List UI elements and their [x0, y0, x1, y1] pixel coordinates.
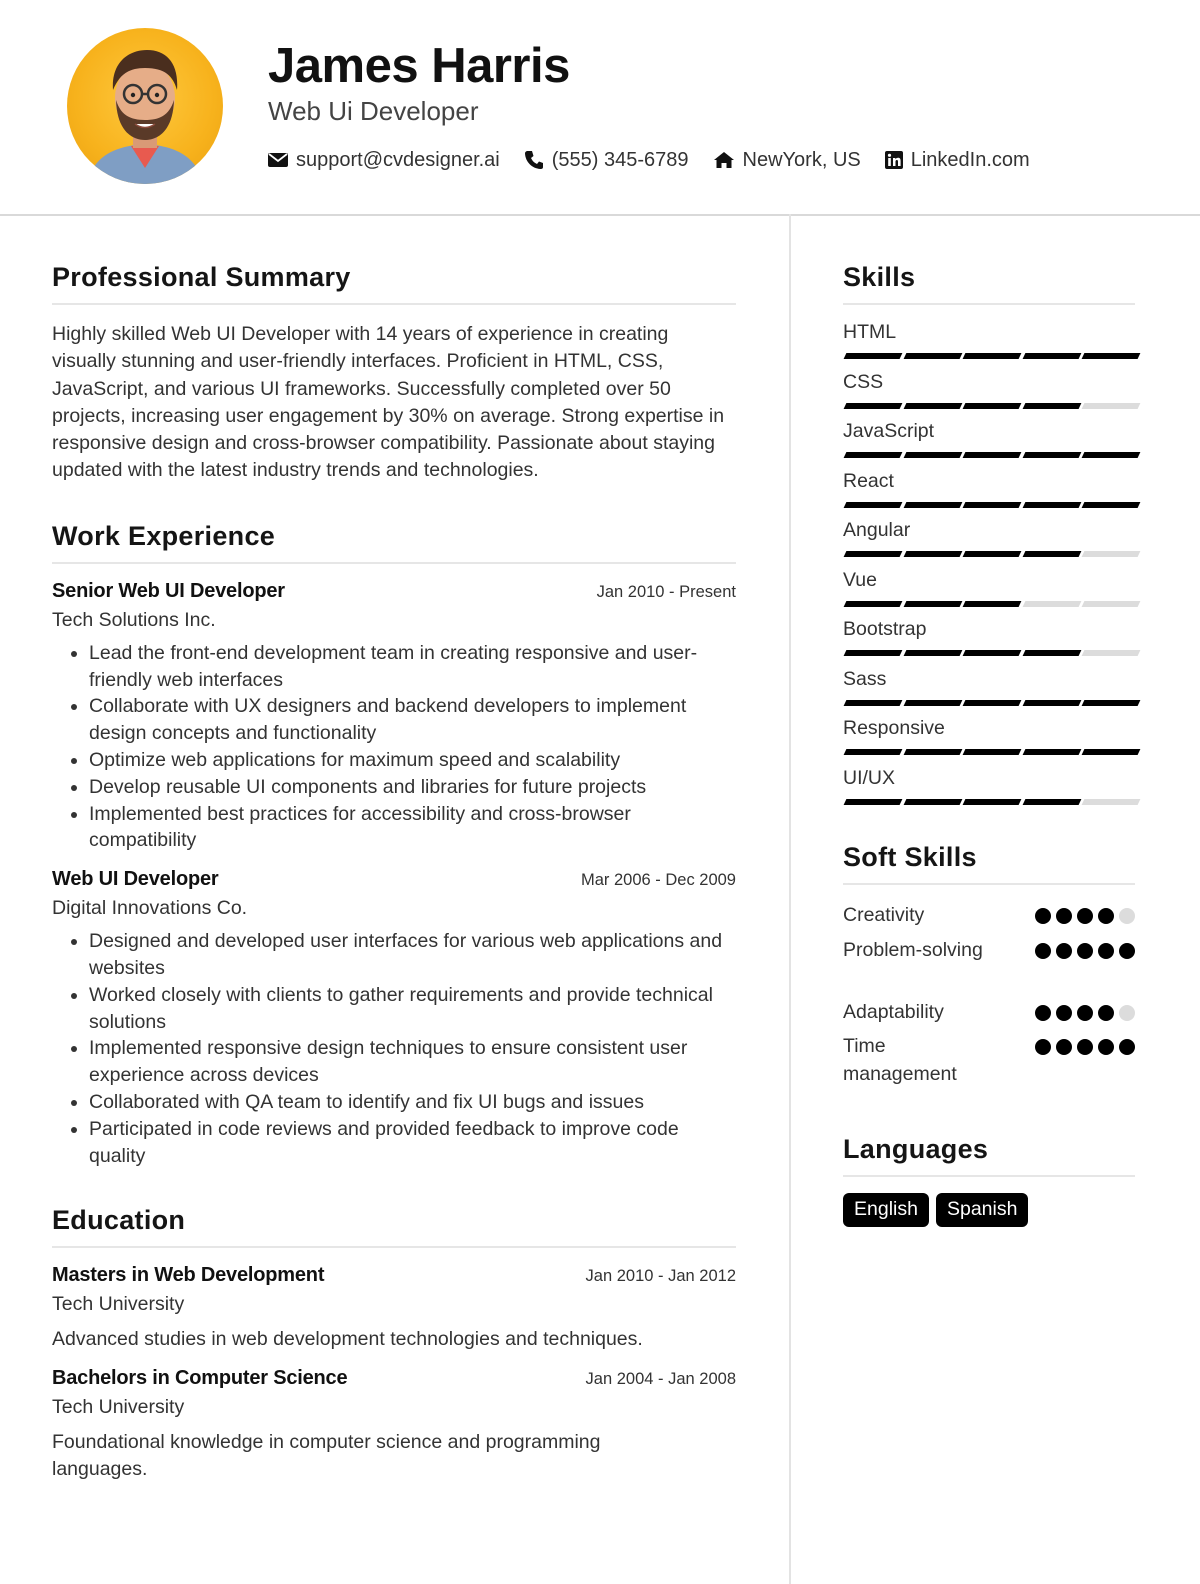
job-bullet: • Lead the front-end development team in creating responsive and user-friendly web interfaces — [89, 640, 736, 694]
linkedin-icon — [885, 151, 903, 169]
job-entry — [52, 868, 736, 1169]
skill-level-segment — [963, 799, 1022, 805]
skill-item — [843, 767, 1135, 817]
home-icon — [713, 151, 735, 169]
skill-name: UI/UX — [843, 766, 896, 789]
rating-dot — [1119, 1005, 1135, 1021]
skill-item — [843, 470, 1135, 520]
skill-level-bar — [843, 601, 1135, 607]
skill-level-segment — [844, 749, 903, 755]
skill-level-segment — [1082, 700, 1141, 706]
skill-level-segment — [1022, 650, 1081, 656]
rating-dot — [1119, 943, 1135, 959]
skill-level-segment — [903, 551, 962, 557]
contact-email[interactable] — [268, 149, 500, 172]
skill-level-segment — [1022, 551, 1081, 557]
soft-skill-rating — [1035, 908, 1135, 924]
skill-level-segment — [903, 700, 962, 706]
job-bullet: • Collaborate with UX designers and backend developers to implement design concepts and functionality — [89, 693, 736, 747]
skill-level-segment — [844, 502, 903, 508]
skill-level-bar — [843, 700, 1135, 706]
skill-level-bar — [843, 551, 1135, 557]
skill-item — [843, 569, 1135, 619]
soft-skill-rating — [1035, 1005, 1135, 1021]
language-tag: Spanish — [936, 1193, 1028, 1227]
skill-level-segment — [1022, 601, 1081, 607]
skill-item — [843, 618, 1135, 668]
job-entry — [52, 580, 736, 854]
skill-level-segment — [963, 749, 1022, 755]
rating-dot — [1077, 1039, 1093, 1055]
skill-name: JavaScript — [843, 420, 935, 442]
envelope-icon — [268, 152, 288, 168]
rating-dot — [1035, 943, 1051, 959]
contact-location — [713, 149, 861, 172]
soft-skill-rating — [1035, 943, 1135, 959]
soft-skill-rating — [1035, 1039, 1135, 1055]
job-bullet: • Develop reusable UI components and libraries for future projects — [89, 774, 736, 801]
job-bullet: • Collaborated with QA team to identify and fix UI bugs and issues — [89, 1089, 736, 1116]
skill-level-segment — [1022, 452, 1081, 458]
skill-name: HTML — [843, 321, 897, 343]
contact-phone-text: (555) 345-6789 — [551, 148, 689, 171]
job-bullet: • Optimize web applications for maximum speed and scalability — [89, 747, 736, 774]
skill-level-segment — [844, 700, 903, 706]
skill-level-bar — [843, 749, 1135, 755]
skill-name: React — [843, 469, 894, 492]
school-name: Tech University — [52, 1396, 185, 1419]
candidate-role: Web Ui Developer — [268, 96, 479, 126]
skill-item — [843, 371, 1135, 421]
skill-item — [843, 519, 1135, 569]
phone-icon — [524, 150, 544, 170]
skill-level-segment — [963, 403, 1022, 409]
job-date: Mar 2006 - Dec 2009 — [580, 871, 736, 890]
job-title: Senior Web UI Developer — [52, 579, 285, 602]
rating-dot — [1077, 943, 1093, 959]
skill-level-bar — [843, 799, 1135, 805]
rating-dot — [1077, 1005, 1093, 1021]
education-date: Jan 2004 - Jan 2008 — [585, 1370, 736, 1389]
summary-text: Highly skilled Web UI Developer with 14 years of experience in creating visually stunning and user-friendly interfaces. Proficient in HTML, CSS, JavaScript, and various UI frameworks. Successfully completed over 50 projects, increasing user engagement by 30% on average. Strong expertise in responsive design and cross-browser compatibility. Passionate about staying updated with the latest industry trends and technologies. — [52, 323, 725, 482]
job-bullet: • Worked closely with clients to gather requirements and provide technical solutions — [89, 982, 736, 1036]
rating-dot — [1098, 1039, 1114, 1055]
skill-level-segment — [903, 452, 962, 458]
contact-phone[interactable] — [524, 149, 689, 172]
languages-list — [843, 1193, 1135, 1227]
job-bullet: • Designed and developed user interfaces for various web applications and websites — [89, 928, 736, 982]
skill-level-segment — [963, 353, 1022, 359]
job-bullets — [52, 928, 736, 1169]
skill-level-segment — [903, 353, 962, 359]
skill-level-segment — [1082, 749, 1141, 755]
education-entry — [52, 1264, 736, 1353]
rating-dot — [1035, 908, 1051, 924]
job-bullet: • Implemented best practices for accessibility and cross-browser compatibility — [89, 801, 736, 855]
skill-level-segment — [963, 601, 1022, 607]
rating-dot — [1098, 1005, 1114, 1021]
skill-level-segment — [963, 700, 1022, 706]
contact-location-text: NewYork, US — [742, 148, 861, 171]
soft-skills-heading: Soft Skills — [843, 842, 1135, 885]
skill-name: Responsive — [843, 717, 945, 739]
job-company: Digital Innovations Co. — [52, 897, 248, 920]
skill-level-segment — [1082, 502, 1141, 508]
contact-email-text: support@cvdesigner.ai — [296, 148, 500, 171]
skill-level-segment — [844, 452, 903, 458]
skill-name: Angular — [843, 519, 911, 541]
soft-skill-item — [843, 1032, 1135, 1094]
skill-name: Bootstrap — [843, 618, 927, 640]
skill-level-bar — [843, 452, 1135, 458]
skill-level-segment — [1022, 799, 1081, 805]
resume-header — [0, 0, 1200, 216]
education-description: Advanced studies in web development technologies and techniques. — [52, 1328, 643, 1351]
languages-heading: Languages — [843, 1134, 1135, 1177]
skill-level-segment — [1082, 403, 1141, 409]
skills-list — [843, 321, 1135, 816]
skill-level-segment — [963, 502, 1022, 508]
skill-level-segment — [963, 452, 1022, 458]
skills-heading: Skills — [843, 262, 1135, 305]
job-bullets — [52, 640, 736, 854]
skill-level-segment — [963, 551, 1022, 557]
job-date: Jan 2010 - Present — [596, 582, 736, 601]
skill-level-segment — [1022, 403, 1081, 409]
degree-title: Bachelors in Computer Science — [52, 1367, 348, 1390]
skill-name: Sass — [843, 667, 887, 690]
soft-skill-name: Creativity — [843, 904, 925, 926]
skill-level-segment — [844, 403, 903, 409]
skill-level-segment — [963, 650, 1022, 656]
degree-title: Masters in Web Development — [52, 1264, 325, 1287]
rating-dot — [1056, 1039, 1072, 1055]
rating-dot — [1098, 908, 1114, 924]
skill-level-segment — [1082, 650, 1141, 656]
sidebar-column — [843, 262, 1135, 1227]
skill-level-segment — [844, 650, 903, 656]
soft-skill-item — [843, 901, 1135, 936]
rating-dot — [1035, 1039, 1051, 1055]
skill-item — [843, 321, 1135, 371]
language-tag: English — [843, 1193, 929, 1227]
job-bullet: • Implemented responsive design techniques to ensure consistent user experience across devices — [89, 1035, 736, 1089]
skill-level-segment — [1022, 353, 1081, 359]
soft-skill-name: Problem-solving — [843, 938, 983, 961]
soft-skills-list — [843, 901, 1135, 1094]
contact-linkedin[interactable] — [885, 149, 1030, 172]
education-date: Jan 2010 - Jan 2012 — [585, 1267, 736, 1286]
rating-dot — [1119, 1039, 1135, 1055]
rating-dot — [1056, 943, 1072, 959]
skill-level-segment — [903, 749, 962, 755]
soft-skill-name: Time management — [843, 1035, 957, 1085]
skill-level-segment — [903, 502, 962, 508]
avatar — [67, 28, 223, 184]
skill-level-bar — [843, 403, 1135, 409]
main-column — [52, 262, 736, 1483]
skill-level-segment — [1082, 551, 1141, 557]
skill-level-segment — [1082, 601, 1141, 607]
skill-level-bar — [843, 502, 1135, 508]
profile-photo-illustration — [67, 28, 223, 184]
soft-skill-item — [843, 936, 1135, 998]
skill-level-segment — [1022, 749, 1081, 755]
skill-level-segment — [844, 799, 903, 805]
skill-level-segment — [903, 650, 962, 656]
skill-level-segment — [1022, 700, 1081, 706]
skill-level-segment — [903, 799, 962, 805]
rating-dot — [1098, 943, 1114, 959]
summary-heading: Professional Summary — [52, 262, 736, 305]
rating-dot — [1077, 908, 1093, 924]
skill-item — [843, 717, 1135, 767]
skill-level-segment — [903, 403, 962, 409]
column-divider — [789, 214, 791, 1584]
contact-linkedin-text: LinkedIn.com — [910, 148, 1030, 171]
soft-skill-item — [843, 998, 1135, 1033]
soft-skill-name: Adaptability — [843, 1000, 944, 1023]
skill-level-segment — [1022, 502, 1081, 508]
job-bullet: • Participated in code reviews and provided feedback to improve code quality — [89, 1116, 736, 1170]
skill-name: CSS — [843, 370, 884, 393]
skill-level-segment — [844, 353, 903, 359]
skill-level-segment — [844, 601, 903, 607]
education-heading: Education — [52, 1205, 736, 1248]
job-company: Tech Solutions Inc. — [52, 608, 216, 631]
skill-level-segment — [1082, 353, 1141, 359]
skill-item — [843, 420, 1135, 470]
education-entry — [52, 1367, 736, 1483]
candidate-name: James Harris — [268, 39, 570, 93]
rating-dot — [1119, 908, 1135, 924]
skill-name: Vue — [843, 568, 877, 591]
contact-list — [268, 146, 1030, 174]
rating-dot — [1056, 908, 1072, 924]
skill-level-segment — [1082, 452, 1141, 458]
skill-level-segment — [844, 551, 903, 557]
skill-level-segment — [1082, 799, 1141, 805]
job-title: Web UI Developer — [52, 868, 219, 891]
education-description: Foundational knowledge in computer science and programming languages. — [52, 1431, 601, 1481]
rating-dot — [1056, 1005, 1072, 1021]
experience-heading: Work Experience — [52, 521, 736, 564]
skill-level-bar — [843, 353, 1135, 359]
skill-item — [843, 668, 1135, 718]
skill-level-segment — [903, 601, 962, 607]
skill-level-bar — [843, 650, 1135, 656]
school-name: Tech University — [52, 1293, 185, 1316]
rating-dot — [1035, 1005, 1051, 1021]
